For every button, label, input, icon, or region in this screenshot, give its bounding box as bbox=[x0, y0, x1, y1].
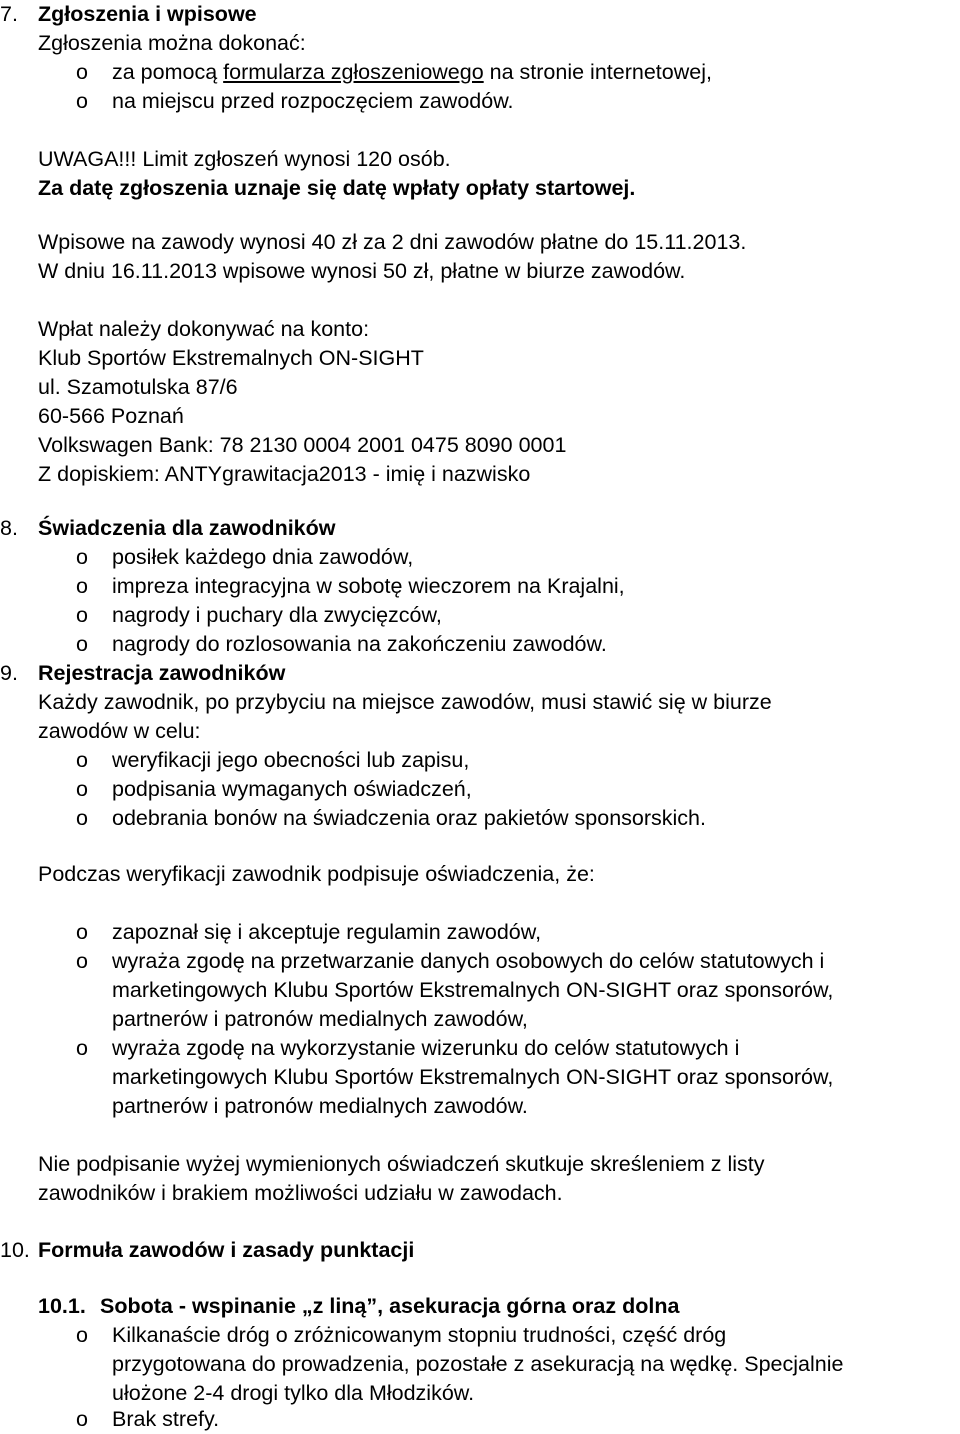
declaration-item-cont: partnerów i patronów medialnych zawodów. bbox=[112, 1094, 528, 1118]
bullet-icon: o bbox=[76, 632, 88, 656]
bullet-icon: o bbox=[76, 1407, 88, 1431]
section-number: 9. bbox=[0, 661, 18, 685]
declaration-item-cont: marketingowych Klubu Sportów Ekstremalnych ON-SIGHT oraz sponsorów, bbox=[112, 1065, 834, 1089]
bullet-icon: o bbox=[76, 1323, 88, 1347]
registration-intro: Każdy zawodnik, po przybyciu na miejsce zawodów, musi stawić się w biurze bbox=[38, 690, 772, 714]
section-number: 10. bbox=[0, 1238, 30, 1262]
registration-step: podpisania wymaganych oświadczeń, bbox=[112, 777, 472, 801]
format-item: Brak strefy. bbox=[112, 1407, 220, 1431]
registration-step: odebrania bonów na świadczenia oraz pakietów sponsorskich. bbox=[112, 806, 706, 830]
section-title: Formuła zawodów i zasady punktacji bbox=[38, 1238, 415, 1262]
fee-line: Wpisowe na zawody wynosi 40 zł za 2 dni zawodów płatne do 15.11.2013. bbox=[38, 230, 747, 254]
payment-bank: Volkswagen Bank: 78 2130 0004 2001 0475 8090 0001 bbox=[38, 433, 567, 457]
bullet-icon: o bbox=[76, 89, 88, 113]
bullet-icon: o bbox=[76, 60, 88, 84]
section-title: Rejestracja zawodników bbox=[38, 661, 286, 685]
payment-street: ul. Szamotulska 87/6 bbox=[38, 375, 238, 399]
declaration-item: wyraża zgodę na przetwarzanie danych osobowych do celów statutowych i bbox=[112, 949, 825, 973]
text: na stronie internetowej, bbox=[483, 60, 712, 84]
registration-intro: zawodów w celu: bbox=[38, 719, 201, 743]
bullet-icon: o bbox=[76, 603, 88, 627]
payment-note: Z dopiskiem: ANTYgrawitacja2013 - imię i nazwisko bbox=[38, 462, 531, 486]
section-title: Zgłoszenia i wpisowe bbox=[38, 2, 257, 26]
bullet-icon: o bbox=[76, 920, 88, 944]
registration-option-form bbox=[112, 58, 712, 87]
date-rule: Za datę zgłoszenia uznaje się datę wpłaty opłaty startowej. bbox=[38, 176, 636, 200]
declaration-item: zapoznał się i akceptuje regulamin zawodów, bbox=[112, 920, 542, 944]
fee-line: W dniu 16.11.2013 wpisowe wynosi 50 zł, płatne w biurze zawodów. bbox=[38, 259, 686, 283]
bullet-icon: o bbox=[76, 949, 88, 973]
benefit-item: nagrody do rozlosowania na zakończeniu zawodów. bbox=[112, 632, 607, 656]
payment-city: 60-566 Poznań bbox=[38, 404, 184, 428]
payment-intro: Wpłat należy dokonywać na konto: bbox=[38, 317, 370, 341]
bullet-icon: o bbox=[76, 777, 88, 801]
format-item: Kilkanaście dróg o zróżnicowanym stopniu trudności, część dróg bbox=[112, 1323, 727, 1347]
bullet-icon: o bbox=[76, 748, 88, 772]
bullet-icon: o bbox=[76, 574, 88, 598]
format-item-cont: ułożone 2-4 drogi tylko dla Młodzików. bbox=[112, 1381, 475, 1405]
declaration-item-cont: partnerów i patronów medialnych zawodów, bbox=[112, 1007, 528, 1031]
registration-step: weryfikacji jego obecności lub zapisu, bbox=[112, 748, 470, 772]
registration-option-onsite: na miejscu przed rozpoczęciem zawodów. bbox=[112, 89, 514, 113]
declaration-intro: Podczas weryfikacji zawodnik podpisuje oświadczenia, że: bbox=[38, 862, 595, 886]
payment-name: Klub Sportów Ekstremalnych ON-SIGHT bbox=[38, 346, 424, 370]
declaration-item-cont: marketingowych Klubu Sportów Ekstremalnych ON-SIGHT oraz sponsorów, bbox=[112, 978, 834, 1002]
registration-intro: Zgłoszenia można dokonać: bbox=[38, 31, 306, 55]
warning-text: zawodników i brakiem możliwości udziału w zawodach. bbox=[38, 1181, 563, 1205]
subsection-10-1-heading bbox=[38, 1292, 680, 1321]
bullet-icon: o bbox=[76, 1036, 88, 1060]
section-number: 7. bbox=[0, 2, 18, 26]
declaration-item: wyraża zgodę na wykorzystanie wizerunku do celów statutowych i bbox=[112, 1036, 740, 1060]
benefit-item: posiłek każdego dnia zawodów, bbox=[112, 545, 414, 569]
section-number: 8. bbox=[0, 516, 18, 540]
subsection-title: Sobota - wspinanie „z liną”, asekuracja górna oraz dolna bbox=[100, 1294, 680, 1318]
subsection-number: 10.1. bbox=[38, 1294, 86, 1318]
section-title: Świadczenia dla zawodników bbox=[38, 516, 336, 540]
format-item-cont: przygotowana do prowadzenia, pozostałe z asekuracją na wędkę. Specjalnie bbox=[112, 1352, 844, 1376]
bullet-icon: o bbox=[76, 806, 88, 830]
text: za pomocą bbox=[112, 60, 224, 84]
bullet-icon: o bbox=[76, 545, 88, 569]
warning-text: Nie podpisanie wyżej wymienionych oświadczeń skutkuje skreśleniem z listy bbox=[38, 1152, 765, 1176]
registration-form-link[interactable]: formularza zgłoszeniowego bbox=[223, 60, 484, 84]
benefit-item: impreza integracyjna w sobotę wieczorem na Krajalni, bbox=[112, 574, 625, 598]
limit-notice: UWAGA!!! Limit zgłoszeń wynosi 120 osób. bbox=[38, 147, 451, 171]
benefit-item: nagrody i puchary dla zwycięzców, bbox=[112, 603, 442, 627]
